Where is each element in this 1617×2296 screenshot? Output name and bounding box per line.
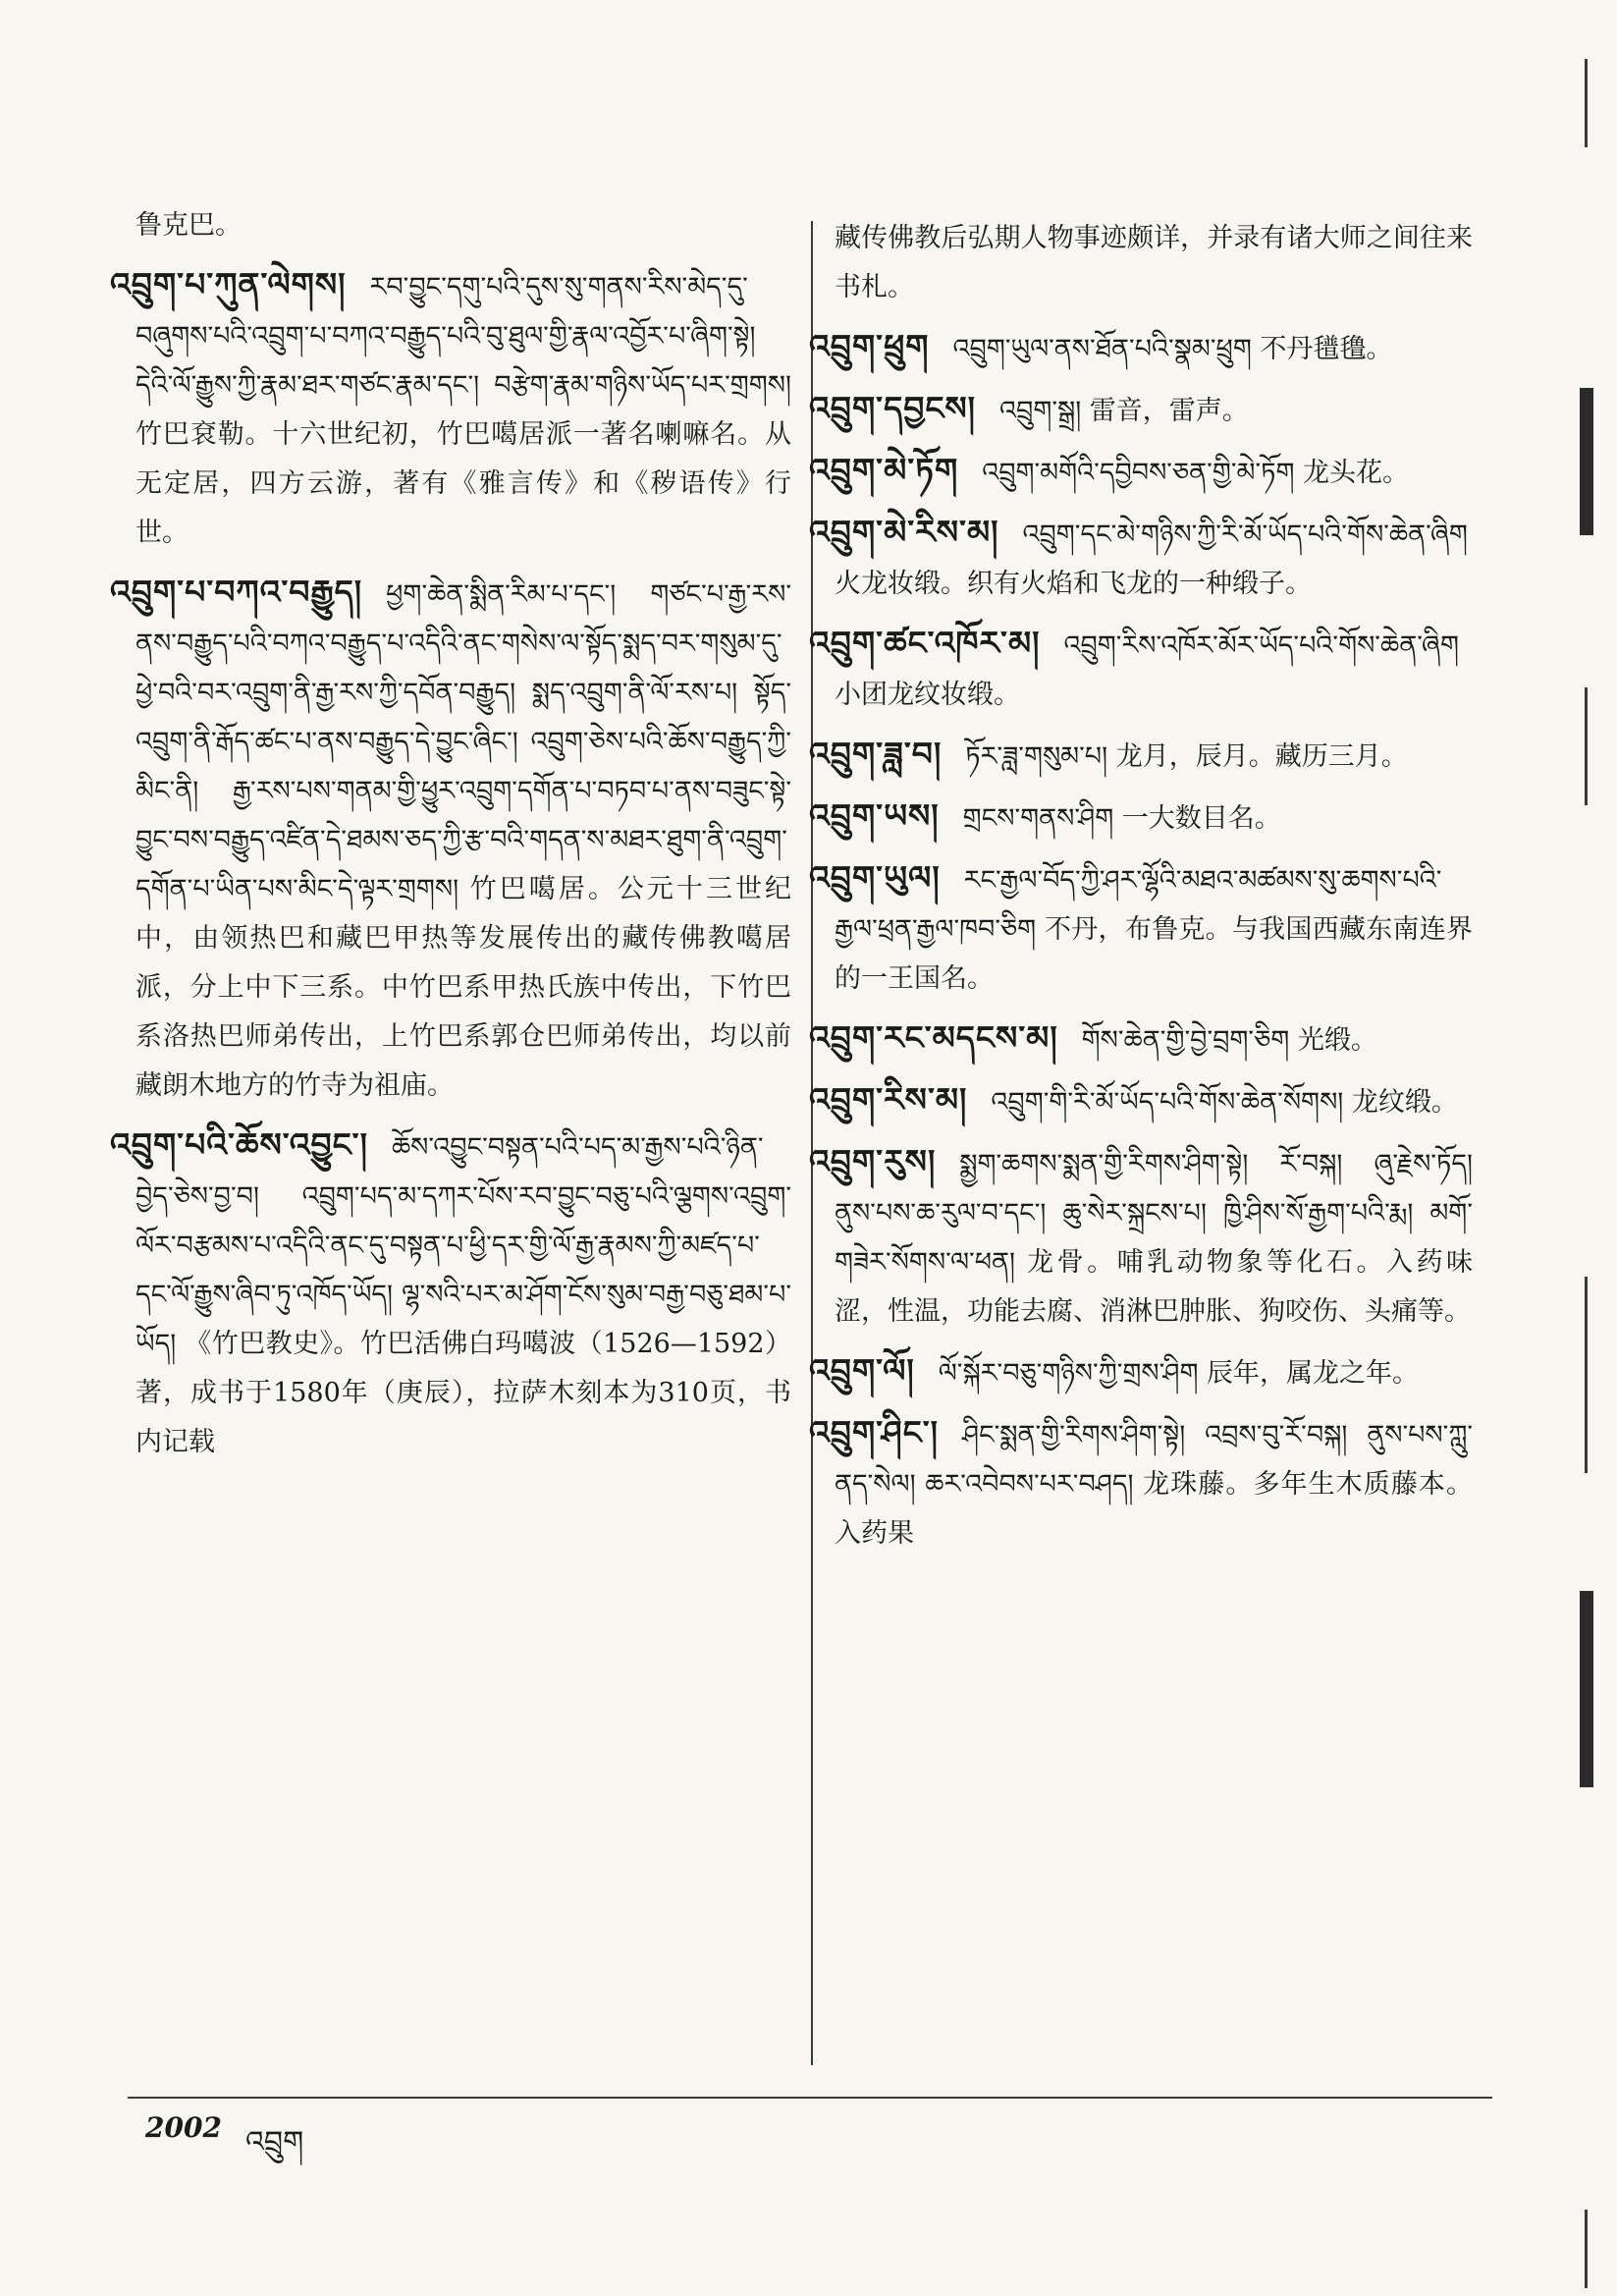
entry-definition: རང་རྒྱལ་བོད་ཀྱི་ཤར་ལྷོའི་མཐའ་མཚམས་སུ་ཆགས་པའི་རྒྱལ་ཕྲན་རྒྱལ་ཁབ་ཅིག 不丹，布鲁克。与我国西藏东南连界的一王国名。 [835,865,1473,994]
left-lead-text: 鲁克巴。 [135,210,242,241]
entry-definition: ཏོར་ཟླ་གསུམ་པ། 龙月，辰月。藏历三月。 [965,741,1408,772]
entry-headword: འབྲུག་མེ་རིས་མ། [809,513,999,551]
entry-headword: འབྲུག་ཟླ་བ། [809,735,943,773]
entry-definition: འབྲུག་ཡུལ་ནས་ཐོན་པའི་སྣམ་ཕྲུག 不丹氆氇。 [952,334,1393,364]
entry-definition: ཕྱག་ཆེན་སྨིན་རིམ་པ་དང་། གཙང་པ་རྒྱ་རས་ནས་བརྒྱུད་པའི་བཀའ་བརྒྱུད་པ་འདིའི་ནང་གསེས་ལ་སྟོད་སྨད་བར་གསུམ་དུ་ཕྱེ་བའི་བར་འབྲུག་ནི་རྒྱ་རས་ཀྱི་དབོན་བརྒྱུད། སྨད་འབྲུག་ནི་ལོ་རས་པ། སྟོད་འབྲུག་ནི་རྒོད་ཚང་པ་ནས་བརྒྱུད་དེ་བྱུང་ཞིང་། འབྲུག་ཅེས་པའི་ཆོས་བརྒྱུད་ཀྱི་མིང་ནི། རྒྱ་རས་པས་གནམ་གྱི་ཕྱུར་འབྲུག་དགོན་པ་བཏབ་པ་ནས་བཟུང་སྟེ་བྱུང་བས་བརྒྱུད་འཛིན་དེ་ཐམས་ཅད་ཀྱི་རྩ་བའི་གདན་ས་མཐར་ཐུག་ནི་འབྲུག་དགོན་པ་ཡིན་པས་མིང་དེ་ལྟར་གྲགས། 竹巴噶居。公元十三世纪中，由领热巴和藏巴甲热等发展传出的藏传佛教噶居派，分上中下三系。中竹巴系甲热氏族中传出，下竹巴系洛热巴师弟传出，上竹巴系郭仓巴师弟传出，均以前藏朗木地方的竹寺为祖庙。 [135,579,791,1101]
entry-definition: རབ་བྱུང་དགུ་པའི་དུས་སུ་གནས་རིས་མེད་དུ་བཞུགས་པའི་འབྲུག་པ་བཀའ་བརྒྱུད་པའི་བུ་ཐུལ་གྱི་རྣལ་འབྱོར་པ་ཞིག་སྟེ། དེའི་ལོ་རྒྱུས་ཀྱི་རྣམ་ཐར་གཙང་རྣམ་དང་། བརྩེག་རྣམ་གཉིས་ཡོད་པར་གྲགས། 竹巴袞勒。十六世纪初，竹巴噶居派一著名喇嘛名。从无定居，四方云游，著有《雅言传》和《秽语传》行世。 [135,272,791,548]
entry-definition: ཤིང་སྨན་གྱི་རིགས་ཤིག་སྟེ། འབྲས་བུ་རོ་བསྐ། ནུས་པས་ཀླུ་ནད་སེལ། ཆར་འབེབས་པར་བཤད། 龙珠藤。多年生木质藤本。入药果 [835,1420,1473,1549]
entry-headword: འབྲུག་ལོ། [809,1351,915,1390]
entry-definition: འབྲུག་སྒྲ། 雷音，雷声。 [999,396,1249,426]
entry-headword: འབྲུག་རང་མདངས་མ། [809,1018,1058,1057]
entry [110,260,791,558]
right-continuation-text: 藏传佛教后弘期人物事迹颇详，并录有诸大师之间往来书札。 [835,223,1473,302]
entry-headword: འབྲུག་ཡུལ། [809,858,941,897]
entry [110,1121,791,1467]
entry-headword: འབྲུག་དབྱངས། [809,389,977,427]
running-head: འབྲུག [245,2125,304,2159]
binding-edge [1558,0,1617,2296]
entry-definition: སྨྱག་ཆགས་སྨན་གྱི་རིགས་ཤིག་སྟེ། རོ་བསྐ། ཞུ་རྗེས་ཏོད། ནུས་པས་ཆ་རུལ་བ་དང་། ཆུ་སེར་སྐྲངས་པ། ཁྱི་ཤིས་སོ་རྒྱག་པའི་རྨ། མགོ་གཟེར་སོགས་ལ་ཕན། 龙骨。哺乳动物象等化石。入药味涩，性温，功能去腐、消淋巴肿胀、狗咬伤、头痛等。 [835,1149,1473,1327]
entry-definition: འབྲུག་རིས་འཁོར་མོར་ཡོད་པའི་གོས་ཆེན་ཞིག 小团龙纹妆缎。 [835,630,1459,710]
entry-definition: ཆོས་འབྱུང་བསྟན་པའི་པད་མ་རྒྱས་པའི་ཉིན་བྱེད་ཅེས་བྱ་བ། འབྲུག་པད་མ་དཀར་པོས་རབ་བྱུང་བཅུ་པའི་ལྕགས་འབྲུག་ལོར་བརྩམས་པ་འདིའི་ནང་དུ་བསྟན་པ་ཕྱི་དར་གྱི་ལོ་རྒྱ་རྣམས་ཀྱི་མཛད་པ་དང་ལོ་རྒྱུས་ཞིབ་ཏུ་འཁོད་ཡོད། ལྷ་སའི་པར་མ་ཤོག་ངོས་སུམ་བརྒྱ་བཅུ་ཐམ་པ་ཡོད། 《竹巴教史》。竹巴活佛白玛噶波（1526—1592）著，成书于1580年（庚辰），拉萨木刻本为310页，书内记载 [135,1132,791,1457]
entry-headword: འབྲུག་ཤིང་། [809,1413,939,1451]
entry-definition: གྲངས་གནས་ཤིག 一大数目名。 [962,803,1281,834]
footer-rule [128,2097,1492,2099]
binding-mark [1585,687,1588,805]
entry-definition: འབྲུག་དང་མེ་གཉིས་ཀྱི་རི་མོ་ཡོད་པའི་གོས་ཆེན་ཞིག 火龙妆缎。织有火焰和飞龙的一种缎子。 [835,519,1468,599]
entry-definition: འབྲུག་གི་རི་མོ་ཡོད་པའི་གོས་ཆེན་སོགས། 龙纹缎。 [991,1087,1458,1118]
binding-mark [1580,1591,1593,1787]
entry-headword: འབྲུག་པ་ཀུན་ལེགས། [110,265,347,303]
entry-headword: འབྲུག་ཡས། [809,796,940,835]
entry-headword: འབྲུག་མེ་ཏོག [809,451,959,489]
right-column [809,214,1473,1568]
entry [110,568,791,1111]
entry-definition: ལོ་སྐོར་བཅུ་གཉིས་ཀྱི་གྲས་ཤིག 辰年，属龙之年。 [938,1358,1420,1389]
entry-headword: འབྲུག་ཚང་འཁོར་མ། [809,624,1041,662]
binding-mark [1585,59,1588,147]
binding-mark [1585,1277,1588,1473]
binding-mark [1580,388,1593,535]
entry-headword: འབྲུག་པའི་ཆོས་འབྱུང་། [110,1125,368,1164]
entry-headword: འབྲུག་རུས། [809,1142,937,1180]
binding-mark [1585,2210,1588,2288]
entry-headword: འབྲུག་རིས་མ། [809,1080,968,1119]
left-column [110,201,791,1477]
entry-definition: གོས་ཆེན་གྱི་བྱེ་བྲག་ཅིག 光缎。 [1081,1025,1377,1056]
entry-headword: འབྲུག་ཕྲུག [809,327,930,365]
page-number: 2002 [145,2111,222,2144]
entry-headword: འབྲུག་པ་བཀའ་བརྒྱུད། [110,573,363,611]
entry-definition: འབྲུག་མགོའི་དབྱིབས་ཅན་གྱི་མེ་ཏོག 龙头花。 [982,458,1410,488]
